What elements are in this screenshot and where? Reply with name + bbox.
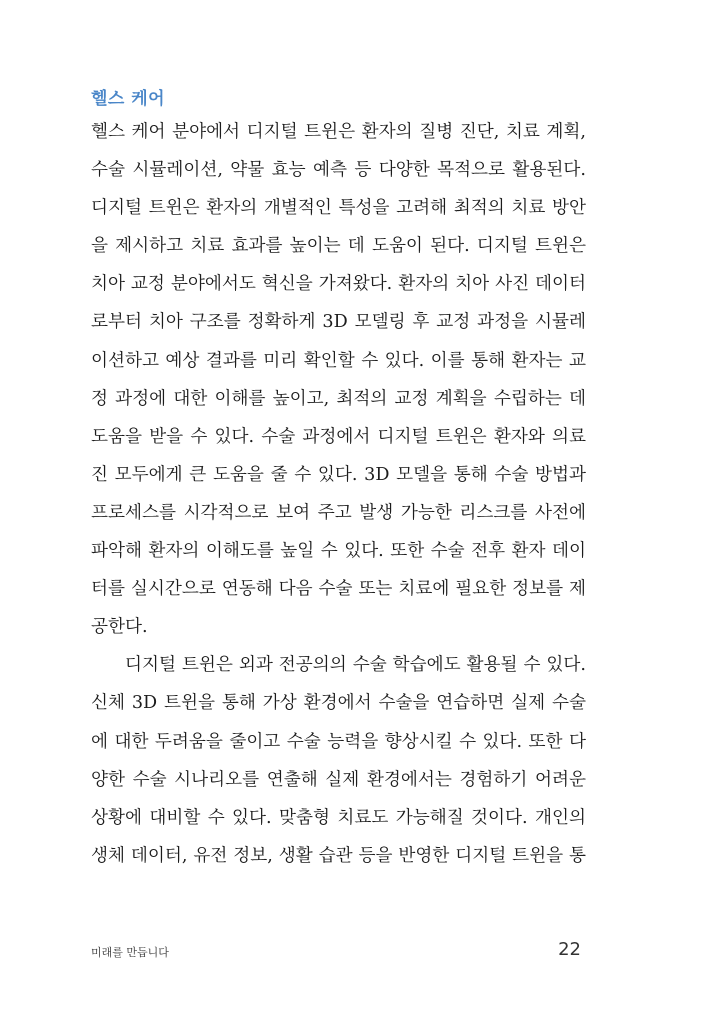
text-line: 이션하고 예상 결과를 미리 확인할 수 있다. 이를 통해 환자는 교 xyxy=(91,350,586,371)
section-heading: 헬스 케어 xyxy=(91,89,166,109)
text-line: 생체 데이터, 유전 정보, 생활 습관 등을 반영한 디지털 트윈을 통 xyxy=(91,845,586,866)
text-line: 디지털 트윈은 외과 전공의의 수술 학습에도 활용될 수 있다. xyxy=(125,655,586,676)
text-line: 에 대한 두려움을 줄이고 수술 능력을 향상시킬 수 있다. 또한 다 xyxy=(91,731,586,752)
text-line: 공한다. xyxy=(91,617,148,638)
text-line: 치아 교정 분야에서도 혁신을 가져왔다. 환자의 치아 사진 데이터 xyxy=(91,274,586,295)
page-number: 22 xyxy=(558,939,581,960)
text-line: 헬스 케어 분야에서 디지털 트윈은 환자의 질병 진단, 치료 계획, xyxy=(91,122,586,142)
text-line: 파악해 환자의 이해도를 높일 수 있다. 또한 수술 전후 환자 데이 xyxy=(91,541,586,562)
running-footer-title: 미래를 만듭니다 xyxy=(91,946,169,959)
text-line: 로부터 치아 구조를 정확하게 3D 모델링 후 교정 과정을 시뮬레 xyxy=(91,312,586,333)
text-line: 상황에 대비할 수 있다. 맞춤형 치료도 가능해질 것이다. 개인의 xyxy=(91,807,586,828)
text-line: 도움을 받을 수 있다. 수술 과정에서 디지털 트윈은 환자와 의료 xyxy=(91,426,586,447)
body-text xyxy=(91,113,586,875)
text-line: 신체 3D 트윈을 통해 가상 환경에서 수술을 연습하면 실제 수술 xyxy=(91,693,586,714)
text-line: 터를 실시간으로 연동해 다음 수술 또는 치료에 필요한 정보를 제 xyxy=(91,579,586,600)
text-line: 양한 수술 시나리오를 연출해 실제 환경에서는 경험하기 어려운 xyxy=(91,769,586,790)
text-line: 디지털 트윈은 환자의 개별적인 특성을 고려해 최적의 치료 방안 xyxy=(91,198,586,219)
text-line: 프로세스를 시각적으로 보여 주고 발생 가능한 리스크를 사전에 xyxy=(91,502,586,523)
text-line: 수술 시뮬레이션, 약물 효능 예측 등 다양한 목적으로 활용된다. xyxy=(91,160,586,181)
text-line: 정 과정에 대한 이해를 높이고, 최적의 교정 계획을 수립하는 데 xyxy=(91,388,586,409)
text-line: 진 모두에게 큰 도움을 줄 수 있다. 3D 모델을 통해 수술 방법과 xyxy=(91,464,586,485)
text-line: 을 제시하고 치료 효과를 높이는 데 도움이 된다. 디지털 트윈은 xyxy=(91,236,586,257)
